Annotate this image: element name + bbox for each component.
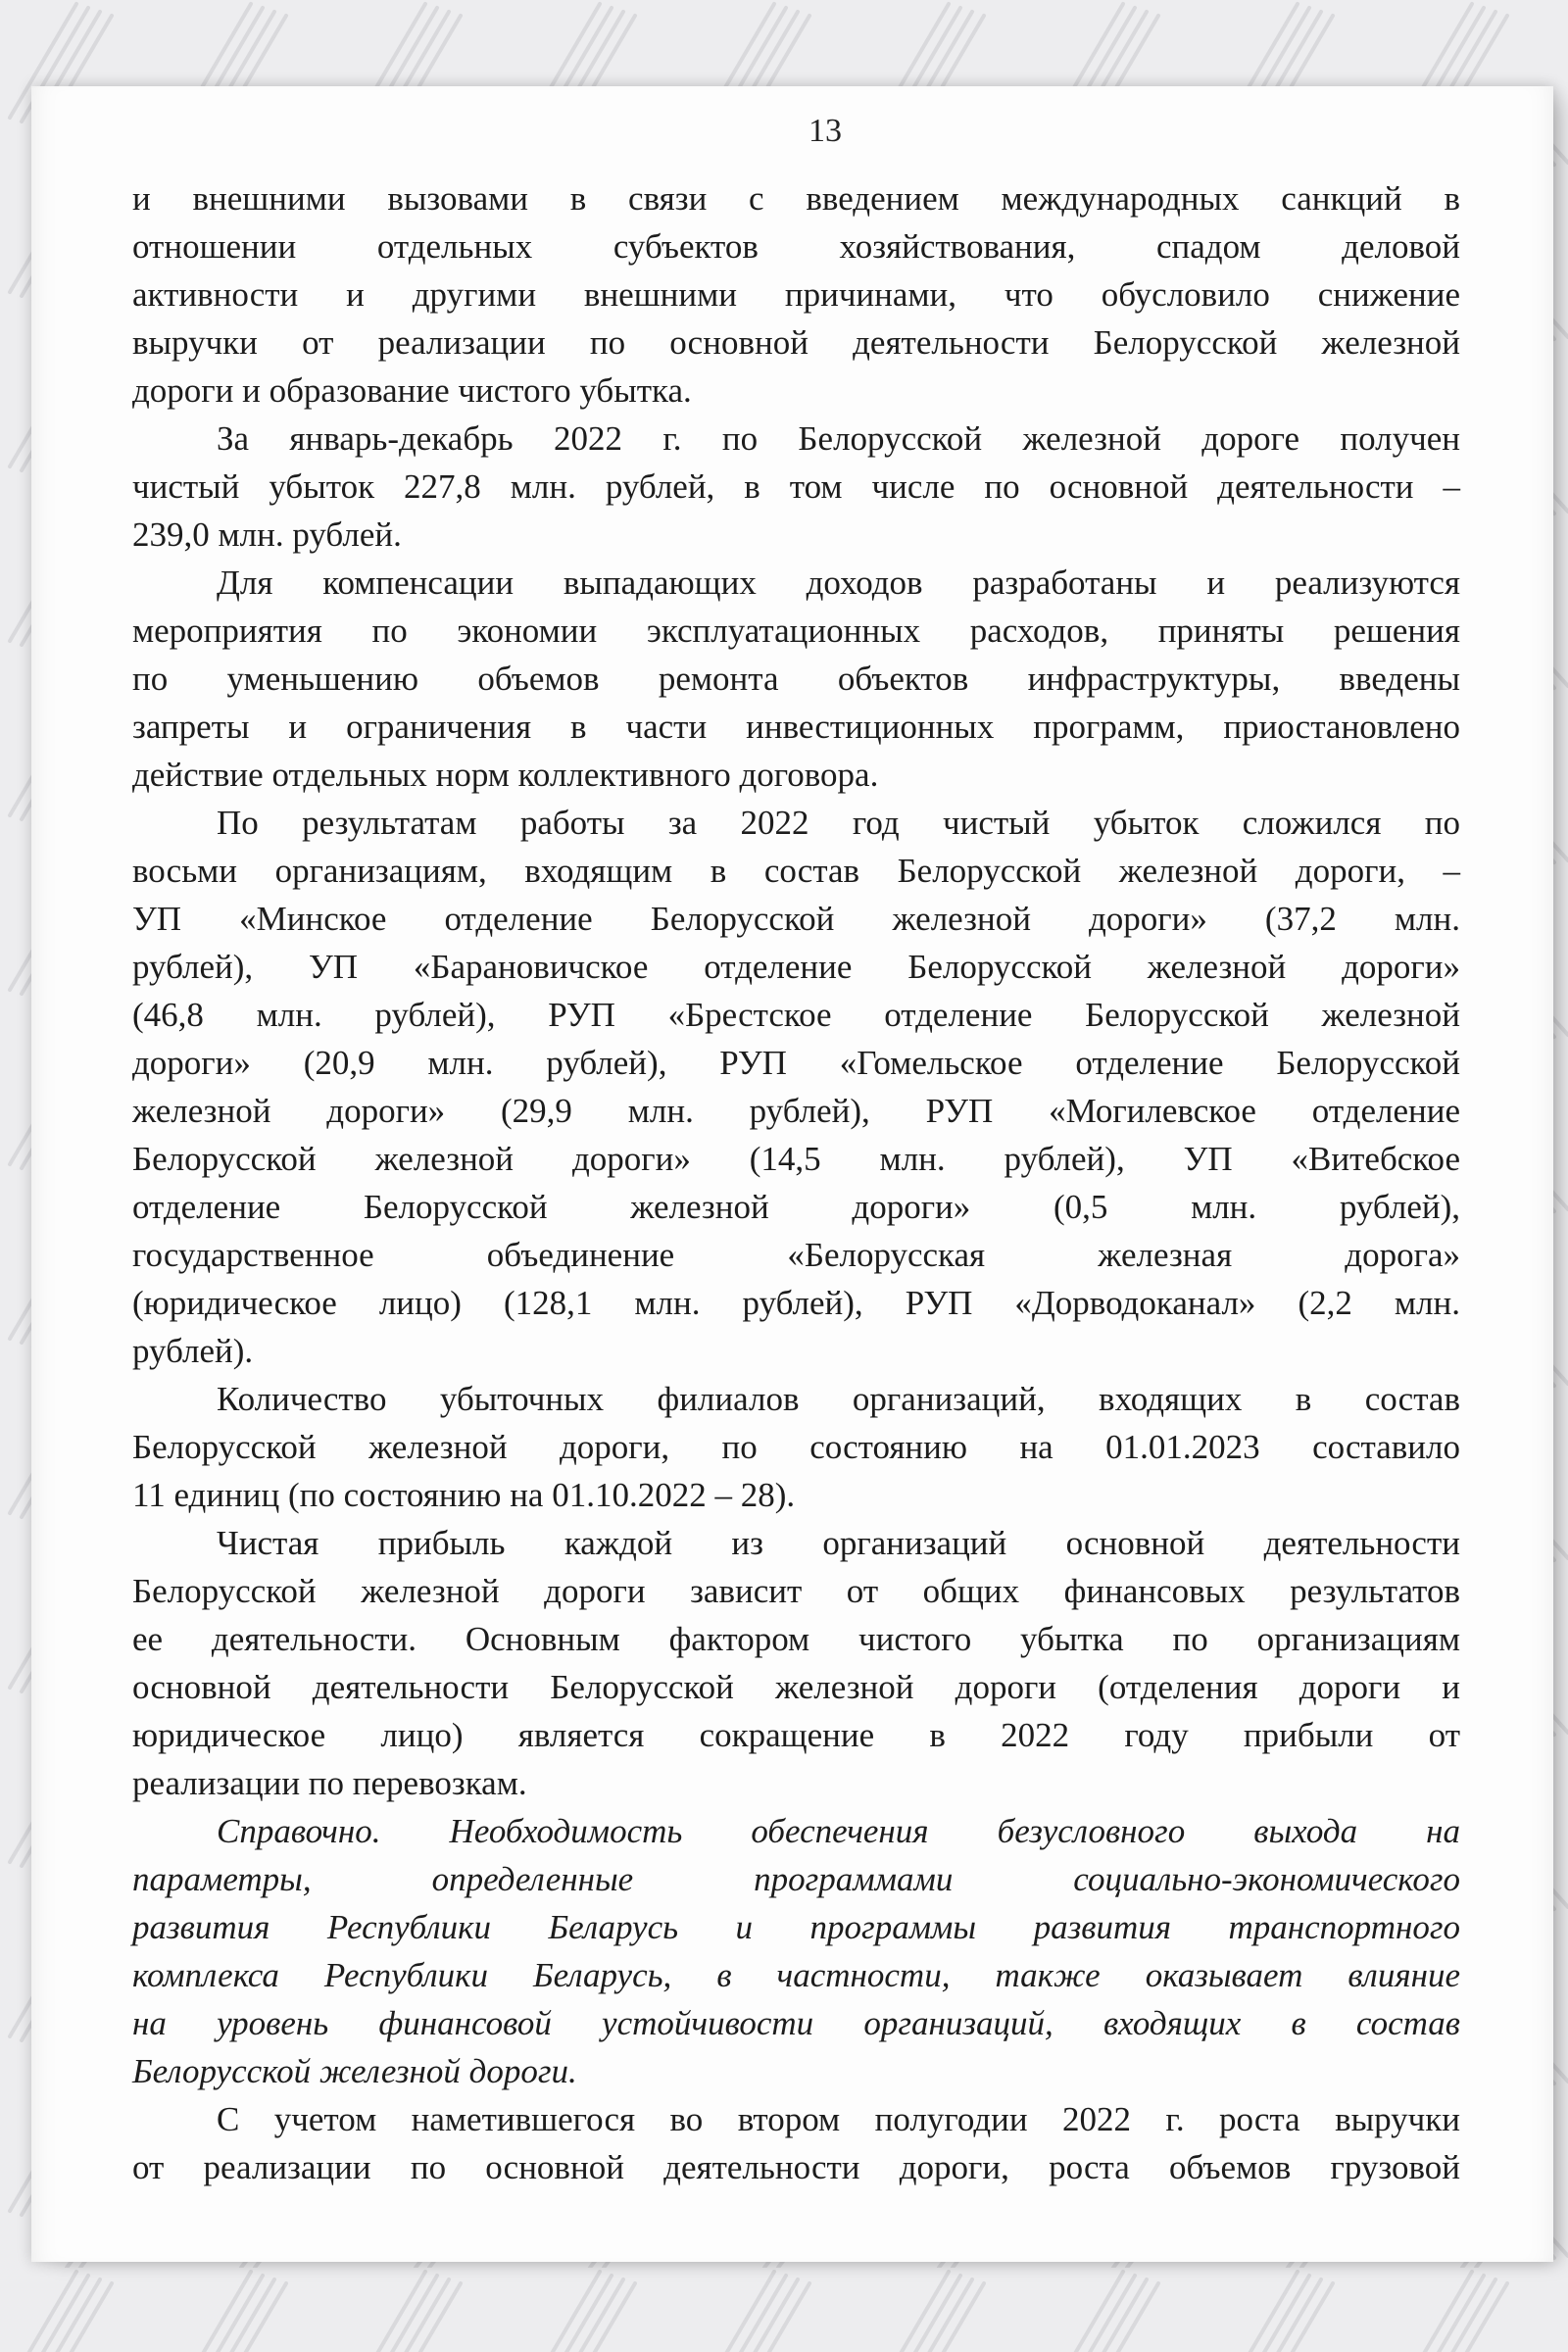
page-number: 13 bbox=[808, 113, 842, 149]
text-line: отношении отдельных субъектов хозяйствования, спадом деловой bbox=[132, 227, 1460, 266]
text-line: юридическое лицо) является сокращение в 2022 году прибыли от bbox=[132, 1716, 1460, 1754]
text-line: 239,0 млн. рублей. bbox=[132, 515, 402, 554]
text-line: С учетом наметившегося во втором полугодии 2022 г. роста выручки bbox=[217, 2100, 1460, 2138]
text-line: За январь-декабрь 2022 г. по Белорусской железной дороге получен bbox=[217, 419, 1460, 458]
text-line: и внешними вызовами в связи с введением международных санкций в bbox=[132, 179, 1460, 218]
text-line: УП «Минское отделение Белорусской железной дороги» (37,2 млн. bbox=[132, 900, 1460, 938]
text-line: 11 единиц (по состоянию на 01.10.2022 – 28). bbox=[132, 1476, 796, 1514]
text-line: на уровень финансовой устойчивости организаций, входящих в состав bbox=[132, 2004, 1460, 2042]
text-line: (46,8 млн. рублей), РУП «Брестское отделение Белорусской железной bbox=[132, 996, 1460, 1034]
text-line: Белорусской железной дороги» (14,5 млн. рублей), УП «Витебское bbox=[132, 1140, 1460, 1178]
text-line: от реализации по основной деятельности дороги, роста объемов грузовой bbox=[132, 2148, 1460, 2186]
text-line: Для компенсации выпадающих доходов разработаны и реализуются bbox=[217, 564, 1460, 602]
text-line: рублей). bbox=[132, 1332, 254, 1370]
text-line: железной дороги» (29,9 млн. рублей), РУП «Могилевское отделение bbox=[132, 1092, 1460, 1130]
text-line: Белорусской железной дороги зависит от общих финансовых результатов bbox=[132, 1572, 1460, 1610]
text-line: восьми организациям, входящим в состав Белорусской железной дороги, – bbox=[132, 852, 1460, 890]
text-line: Количество убыточных филиалов организаций, входящих в состав bbox=[217, 1380, 1460, 1418]
text-line: Справочно. Необходимость обеспечения безусловного выхода на bbox=[217, 1812, 1460, 1850]
text-line: Чистая прибыль каждой из организаций основной деятельности bbox=[217, 1524, 1460, 1562]
text-line: государственное объединение «Белорусская железная дорога» bbox=[132, 1236, 1460, 1274]
text-line: ее деятельности. Основным фактором чистого убытка по организациям bbox=[132, 1620, 1460, 1658]
text-line: рублей), УП «Барановичское отделение Белорусской железной дороги» bbox=[132, 948, 1460, 986]
text-line: развития Республики Беларусь и программы развития транспортного bbox=[132, 1908, 1460, 1946]
text-line: реализации по перевозкам. bbox=[132, 1764, 527, 1802]
text-line: чистый убыток 227,8 млн. рублей, в том числе по основной деятельности – bbox=[132, 467, 1460, 506]
text-line: комплекса Республики Беларусь, в частности, также оказывает влияние bbox=[132, 1956, 1460, 1994]
text-line: дороги и образование чистого убытка. bbox=[132, 371, 692, 410]
text-line: по уменьшению объемов ремонта объектов инфраструктуры, введены bbox=[132, 660, 1460, 698]
text-line: основной деятельности Белорусской железной дороги (отделения дороги и bbox=[132, 1668, 1460, 1706]
document-page bbox=[31, 86, 1553, 2262]
text-line: действие отдельных норм коллективного договора. bbox=[132, 756, 879, 794]
text-line: (юридическое лицо) (128,1 млн. рублей), РУП «Дорводоканал» (2,2 млн. bbox=[132, 1284, 1460, 1322]
document-text bbox=[132, 174, 1460, 2191]
text-line: активности и другими внешними причинами, что обусловило снижение bbox=[132, 275, 1460, 314]
text-line: мероприятия по экономии эксплуатационных расходов, приняты решения bbox=[132, 612, 1460, 650]
text-line: Белорусской железной дороги, по состоянию на 01.01.2023 составило bbox=[132, 1428, 1460, 1466]
text-line: выручки от реализации по основной деятельности Белорусской железной bbox=[132, 323, 1460, 362]
text-line: Белорусской железной дороги. bbox=[132, 2052, 577, 2090]
text-line: По результатам работы за 2022 год чистый убыток сложился по bbox=[217, 804, 1460, 842]
text-line: запреты и ограничения в части инвестиционных программ, приостановлено bbox=[132, 708, 1460, 746]
text-line: отделение Белорусской железной дороги» (0,5 млн. рублей), bbox=[132, 1188, 1460, 1226]
text-line: параметры, определенные программами социально-экономического bbox=[132, 1860, 1460, 1898]
text-line: дороги» (20,9 млн. рублей), РУП «Гомельское отделение Белорусской bbox=[132, 1044, 1460, 1082]
